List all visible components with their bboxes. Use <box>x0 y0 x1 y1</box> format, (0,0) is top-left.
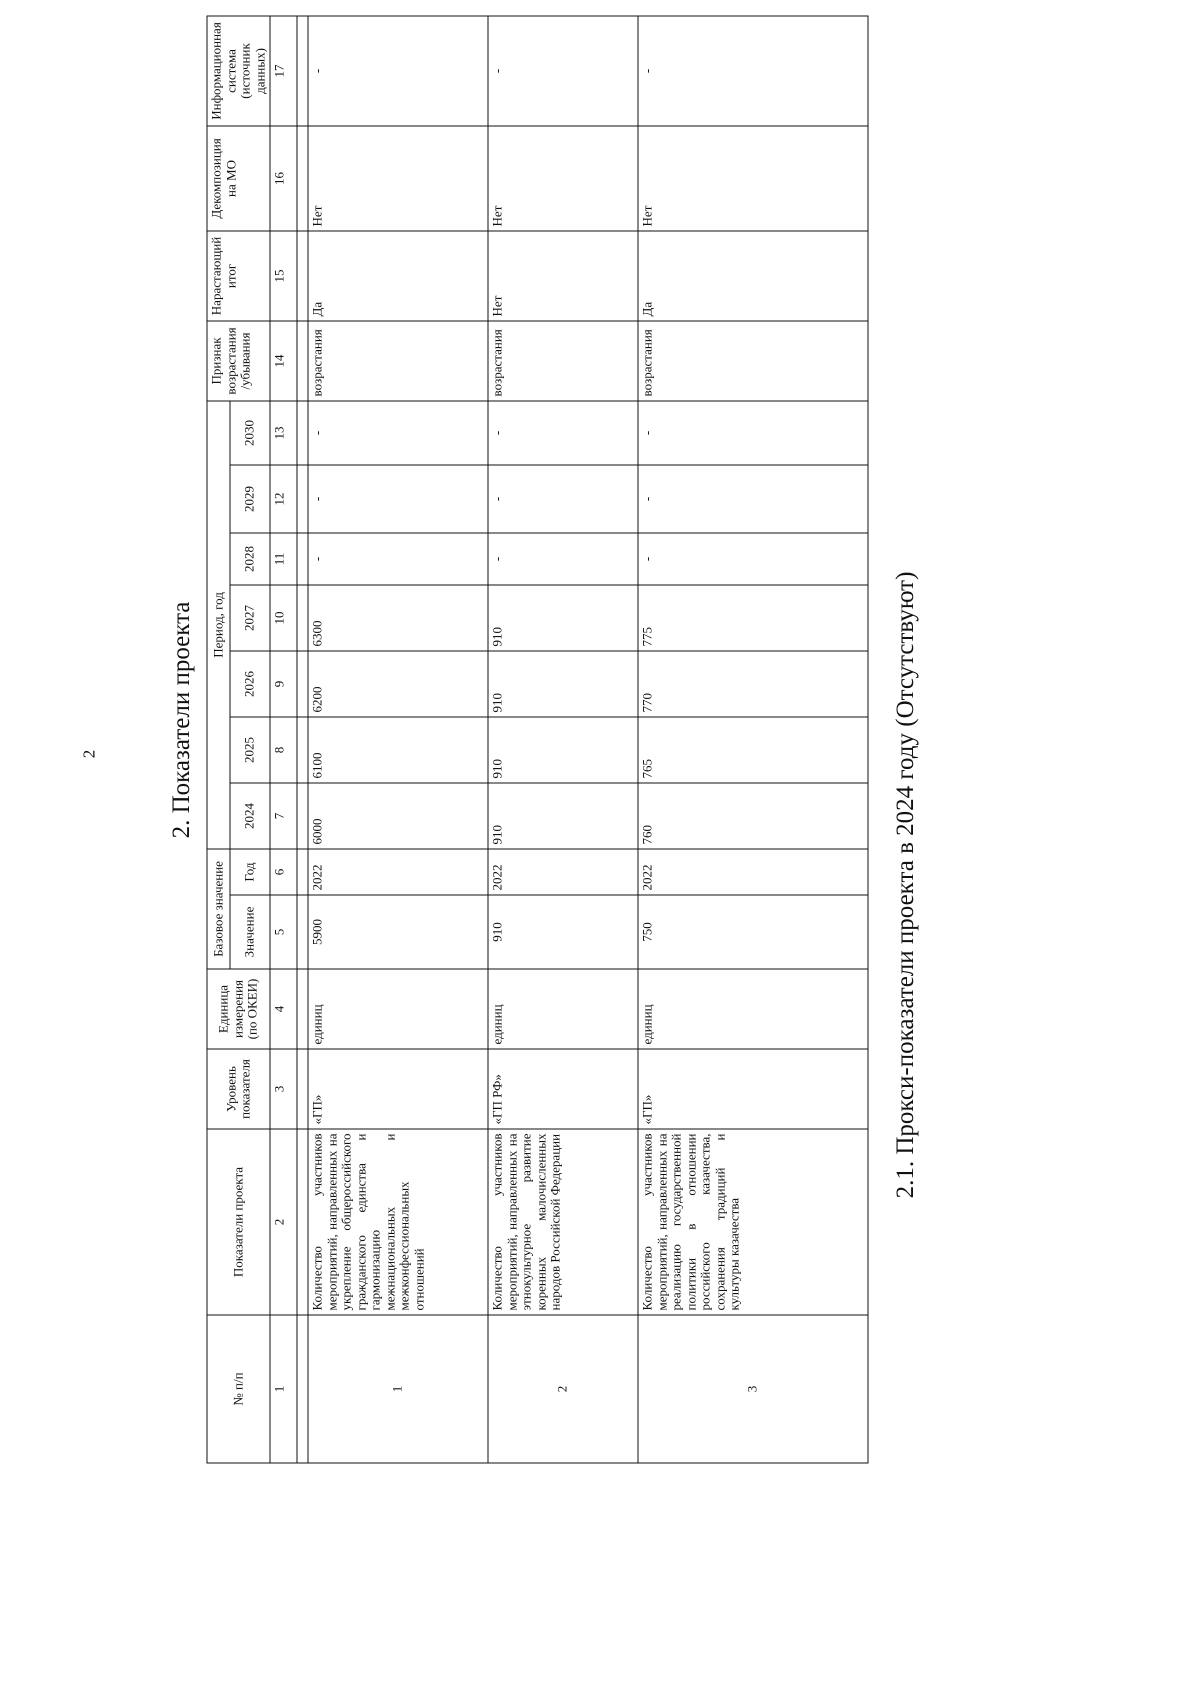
row-3-2030: - <box>638 401 867 465</box>
header-info-system: Информационная система (источник данных) <box>207 16 270 126</box>
row-1-2024: 6000 <box>308 783 488 849</box>
col-num-8: 8 <box>270 717 297 783</box>
col-num-15: 15 <box>270 231 297 321</box>
row-2-level: «ГП РФ» <box>488 1049 638 1129</box>
row-2-info-system: - <box>488 16 638 126</box>
header-year-2027: 2027 <box>230 585 270 651</box>
row-2-2026: 910 <box>488 651 638 717</box>
row-3-2028: - <box>638 533 867 585</box>
row-3-2024: 760 <box>638 783 867 849</box>
header-trend: Признак возрастания /убывания <box>207 321 270 401</box>
row-1-2025: 6100 <box>308 717 488 783</box>
row-1-num: 1 <box>308 1315 488 1463</box>
row-2-base-value: 910 <box>488 895 638 969</box>
header-year-2025: 2025 <box>230 717 270 783</box>
col-num-17: 17 <box>270 16 297 126</box>
row-2-cumulative: Нет <box>488 231 638 321</box>
column-number-row <box>270 16 297 1463</box>
row-1-level: «ГП» <box>308 1049 488 1129</box>
header-base-year: Год <box>230 849 270 895</box>
col-num-12: 12 <box>270 465 297 533</box>
row-1-2028: - <box>308 533 488 585</box>
row-3-name: Количество участников мероприятий, направленных на реализацию государственной политики в отношении российского казачества, сохранения традиций и культуры казачества <box>638 1129 867 1315</box>
row-2-name: Количество участников мероприятий, направленных на этнокультурное развитие коренных малочисленных народов Российской Федерации <box>488 1129 638 1315</box>
row-1-unit: единиц <box>308 969 488 1049</box>
header-base: Базовое значение <box>207 849 230 969</box>
row-1-info-system: - <box>308 16 488 126</box>
col-num-14: 14 <box>270 321 297 401</box>
header-base-value: Значение <box>230 895 270 969</box>
page-number: 2 <box>79 749 99 759</box>
header-year-2028: 2028 <box>230 533 270 585</box>
row-3-unit: единиц <box>638 969 867 1049</box>
row-2-unit: единиц <box>488 969 638 1049</box>
col-num-11: 11 <box>270 533 297 585</box>
col-num-7: 7 <box>270 783 297 849</box>
header-year-2024: 2024 <box>230 783 270 849</box>
row-3-num: 3 <box>638 1315 867 1463</box>
header-year-2029: 2029 <box>230 465 270 533</box>
row-1-2029: - <box>308 465 488 533</box>
col-num-16: 16 <box>270 126 297 231</box>
table-row <box>308 16 488 1463</box>
project-indicators-table <box>206 15 868 1463</box>
row-3-2027: 775 <box>638 585 867 651</box>
col-num-3: 3 <box>270 1049 297 1129</box>
header-name: Показатели проекта <box>207 1129 270 1315</box>
row-1-cumulative: Да <box>308 231 488 321</box>
col-num-9: 9 <box>270 651 297 717</box>
row-2-2025: 910 <box>488 717 638 783</box>
row-2-base-year: 2022 <box>488 849 638 895</box>
header-row-1 <box>207 16 230 1463</box>
row-2-trend: возрастания <box>488 321 638 401</box>
row-1-decomposition: Нет <box>308 126 488 231</box>
row-3-decomposition: Нет <box>638 126 867 231</box>
row-3-cumulative: Да <box>638 231 867 321</box>
row-1-2026: 6200 <box>308 651 488 717</box>
row-2-num: 2 <box>488 1315 638 1463</box>
table-row <box>638 16 867 1463</box>
row-3-2025: 765 <box>638 717 867 783</box>
row-1-base-value: 5900 <box>308 895 488 969</box>
row-2-2024: 910 <box>488 783 638 849</box>
row-3-trend: возрастания <box>638 321 867 401</box>
col-num-10: 10 <box>270 585 297 651</box>
row-2-2028: - <box>488 533 638 585</box>
spacer-row <box>297 16 308 1463</box>
row-2-2027: 910 <box>488 585 638 651</box>
row-3-2026: 770 <box>638 651 867 717</box>
header-cumulative: Нарастающий итог <box>207 231 270 321</box>
header-decomposition: Декомпозиция на МО <box>207 126 270 231</box>
row-1-base-year: 2022 <box>308 849 488 895</box>
header-level: Уровень показателя <box>207 1049 270 1129</box>
header-num: № п/п <box>207 1315 270 1463</box>
header-unit: Единица измерения (по ОКЕИ) <box>207 969 270 1049</box>
header-year-2030: 2030 <box>230 401 270 465</box>
subsection-title: 2.1. Прокси-показатели проекта в 2024 году (Отсутствуют) <box>892 571 919 1199</box>
section-title: 2. Показатели проекта <box>168 601 195 839</box>
row-3-level: «ГП» <box>638 1049 867 1129</box>
row-1-name: Количество участников мероприятий, направленных на укрепление общероссийского гражданского единства и гармонизацию межнациональных и межконфессиональных отношений <box>308 1129 488 1315</box>
indicators-table-wrapper <box>206 22 864 1464</box>
row-3-info-system: - <box>638 16 867 126</box>
col-num-13: 13 <box>270 401 297 465</box>
row-3-base-year: 2022 <box>638 849 867 895</box>
row-3-2029: - <box>638 465 867 533</box>
row-1-2027: 6300 <box>308 585 488 651</box>
col-num-5: 5 <box>270 895 297 969</box>
row-2-2030: - <box>488 401 638 465</box>
row-1-trend: возрастания <box>308 321 488 401</box>
col-num-1: 1 <box>270 1315 297 1463</box>
col-num-2: 2 <box>270 1129 297 1315</box>
table-row <box>488 16 638 1463</box>
col-num-4: 4 <box>270 969 297 1049</box>
row-2-2029: - <box>488 465 638 533</box>
col-num-6: 6 <box>270 849 297 895</box>
header-year-2026: 2026 <box>230 651 270 717</box>
row-2-decomposition: Нет <box>488 126 638 231</box>
row-3-base-value: 750 <box>638 895 867 969</box>
header-period: Период, год <box>207 401 230 849</box>
row-1-2030: - <box>308 401 488 465</box>
